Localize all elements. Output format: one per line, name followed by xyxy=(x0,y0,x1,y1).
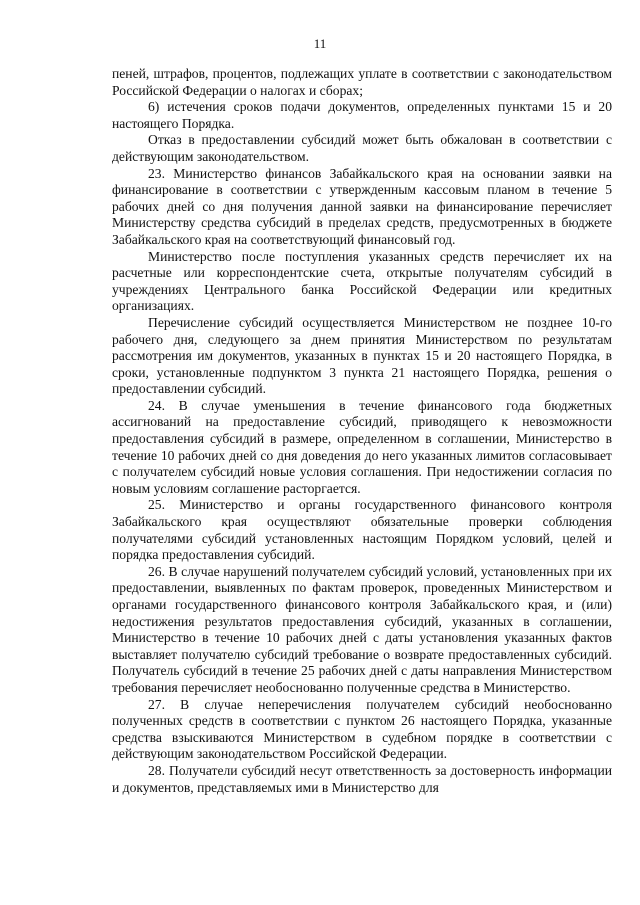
paragraph-clause-23: 23. Министерство финансов Забайкальского края на основании заявки на финансирование в соответствии с утвержденным кассовым планом в течение 5 рабочих дней со дня получения данной заявки на финансирование перечисляет Министерству средства субсидий в пределах средств, предусмотренных в бюджете Забайкальского края на соответствующий финансовый год. xyxy=(112,165,612,247)
page-number: 11 xyxy=(313,36,327,51)
paragraph-clause-28: 28. Получатели субсидий несут ответственность за достоверность информации и документов, представляемых ими в Министерство для xyxy=(112,762,612,795)
paragraph-clause-25: 25. Министерство и органы государственного финансового контроля Забайкальского края осуществляют обязательные проверки соблюдения получателями субсидий установленных настоящим Порядком условий, целей и порядка предоставления субсидий. xyxy=(112,497,612,563)
paragraph-refusal-appeal: Отказ в предоставлении субсидий может быть обжалован в соответствии с действующим законодательством. xyxy=(112,132,612,164)
paragraph-subitem-6: 6) истечения сроков подачи документов, определенных пунктами 15 и 20 настоящего Порядка. xyxy=(112,99,612,131)
paragraph-clause-27: 27. В случае неперечисления получателем субсидий необоснованно полученных средств в соответствии с пунктом 26 настоящего Порядка, указанные средства взыскиваются Министерством в судебном порядке в соответствии с действующим законодательством Российской Федерации. xyxy=(112,696,612,762)
paragraph-transfer-accounts: Министерство после поступления указанных средств перечисляет их на расчетные или корреспондентские счета, открытые получателям субсидий в учреждениях Центрального банка Российской Федерации или кредитных организациях. xyxy=(112,248,612,314)
paragraph-clause-26: 26. В случае нарушений получателем субсидий условий, установленных при их предоставлении, выявленных по фактам проверок, проведенных Министерством и органами государственного финансового контроля Забайкальского края, и (или) недостижения результатов предоставления субсидий, указанных в соглашении, Министерство в течение 10 рабочих дней с даты установления указанных фактов выставляет получателю субсидий требование о возврате предоставленных субсидий. Получатель субсидий в течение 25 рабочих дней с даты направления Министерством требования перечисляет необоснованно полученные средства в Министерство. xyxy=(112,563,612,695)
document-body xyxy=(112,66,612,796)
paragraph-clause-24: 24. В случае уменьшения в течение финансового года бюджетных ассигнований на предоставление субсидий, приводящего к невозможности предоставления субсидий в размере, определенном в соглашении, Министерство в течение 10 рабочих дней со дня доведения до него указанных лимитов согласовывает с получателем субсидий новые условия соглашения. При недостижении согласия по новым условиям соглашение расторгается. xyxy=(112,397,612,496)
paragraph-continuation: пеней, штрафов, процентов, подлежащих уплате в соответствии с законодательством Российской Федерации о налогах и сборах; xyxy=(112,66,612,98)
paragraph-transfer-deadline: Перечисление субсидий осуществляется Министерством не позднее 10-го рабочего дня, следующего за днем принятия Министерством по результатам рассмотрения им документов, указанных в пунктах 15 и 20 настоящего Порядка, в сроки, установленные подпунктом 3 пункта 21 настоящего Порядка, решения о предоставлении субсидий. xyxy=(112,314,612,397)
